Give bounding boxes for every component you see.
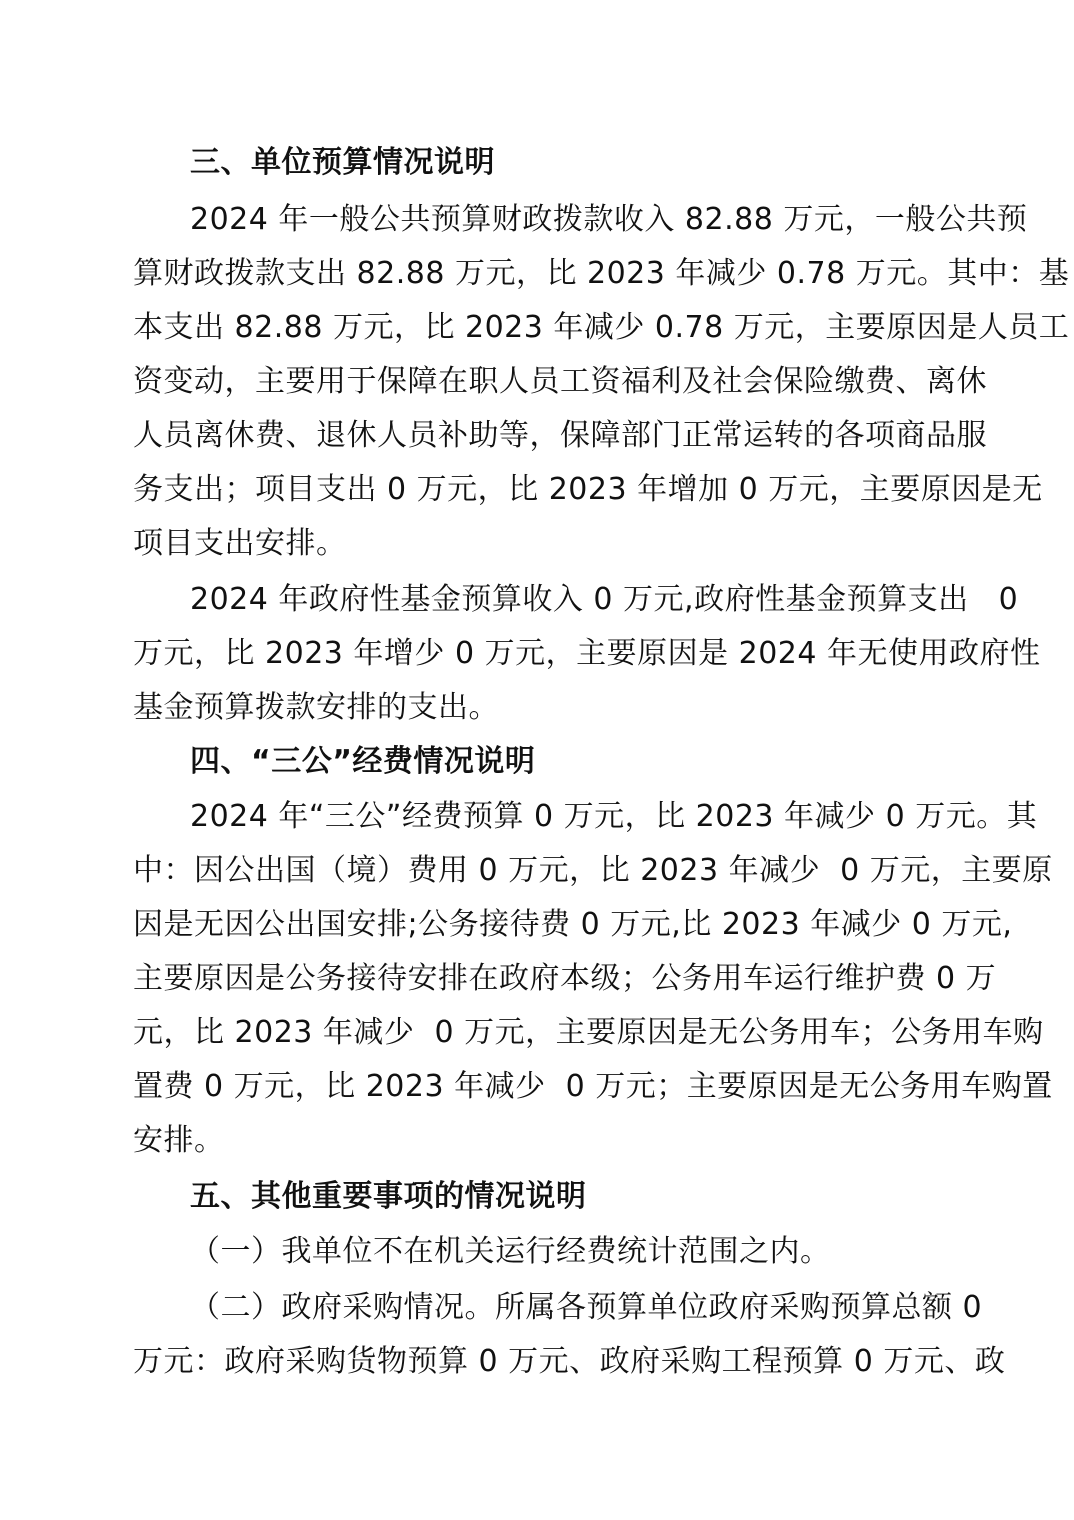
section-heading-4: 四、“三公”经费情况说明 xyxy=(190,744,536,779)
paragraph-line: 万元：政府采购货物预算 0 万元、政府采购工程预算 0 万元、政 xyxy=(133,1344,1006,1379)
paragraph-line: 算财政拨款支出 82.88 万元，比 2023 年减少 0.78 万元。其中：基 xyxy=(133,256,1070,291)
list-item: （一）我单位不在机关运行经费统计范围之内。 xyxy=(190,1234,831,1269)
paragraph-line: 人员离休费、退休人员补助等，保障部门正常运转的各项商品服 xyxy=(133,418,987,453)
paragraph-line: 项目支出安排。 xyxy=(133,526,347,561)
paragraph-line: 主要原因是公务接待安排在政府本级；公务用车运行维护费 0 万 xyxy=(133,961,997,996)
paragraph-line: 2024 年“三公”经费预算 0 万元，比 2023 年减少 0 万元。其 xyxy=(190,799,1038,834)
paragraph-line: 务支出；项目支出 0 万元，比 2023 年增加 0 万元，主要原因是无 xyxy=(133,472,1043,507)
paragraph-line: 资变动，主要用于保障在职人员工资福利及社会保险缴费、离休 xyxy=(133,364,987,399)
paragraph-line: 本支出 82.88 万元，比 2023 年减少 0.78 万元，主要原因是人员工 xyxy=(133,310,1070,345)
paragraph-line: （二）政府采购情况。所属各预算单位政府采购预算总额 0 xyxy=(190,1290,983,1325)
paragraph-line: 中：因公出国（境）费用 0 万元，比 2023 年减少 0 万元，主要原 xyxy=(133,853,1053,888)
paragraph-line: 置费 0 万元，比 2023 年减少 0 万元；主要原因是无公务用车购置 xyxy=(133,1069,1053,1104)
paragraph-line: 元，比 2023 年减少 0 万元，主要原因是无公务用车；公务用车购 xyxy=(133,1015,1044,1050)
paragraph-line: 2024 年政府性基金预算收入 0 万元,政府性基金预算支出 0 xyxy=(190,582,1019,617)
paragraph-line: 万元，比 2023 年增少 0 万元，主要原因是 2024 年无使用政府性 xyxy=(133,636,1041,671)
paragraph-line: 2024 年一般公共预算财政拨款收入 82.88 万元，一般公共预 xyxy=(190,202,1028,237)
paragraph-line: 因是无因公出国安排;公务接待费 0 万元,比 2023 年减少 0 万元, xyxy=(133,907,1013,942)
paragraph-line: 安排。 xyxy=(133,1123,225,1158)
section-heading-3: 三、单位预算情况说明 xyxy=(190,145,495,180)
paragraph-line: 基金预算拨款安排的支出。 xyxy=(133,690,499,725)
section-heading-5: 五、其他重要事项的情况说明 xyxy=(190,1179,587,1214)
